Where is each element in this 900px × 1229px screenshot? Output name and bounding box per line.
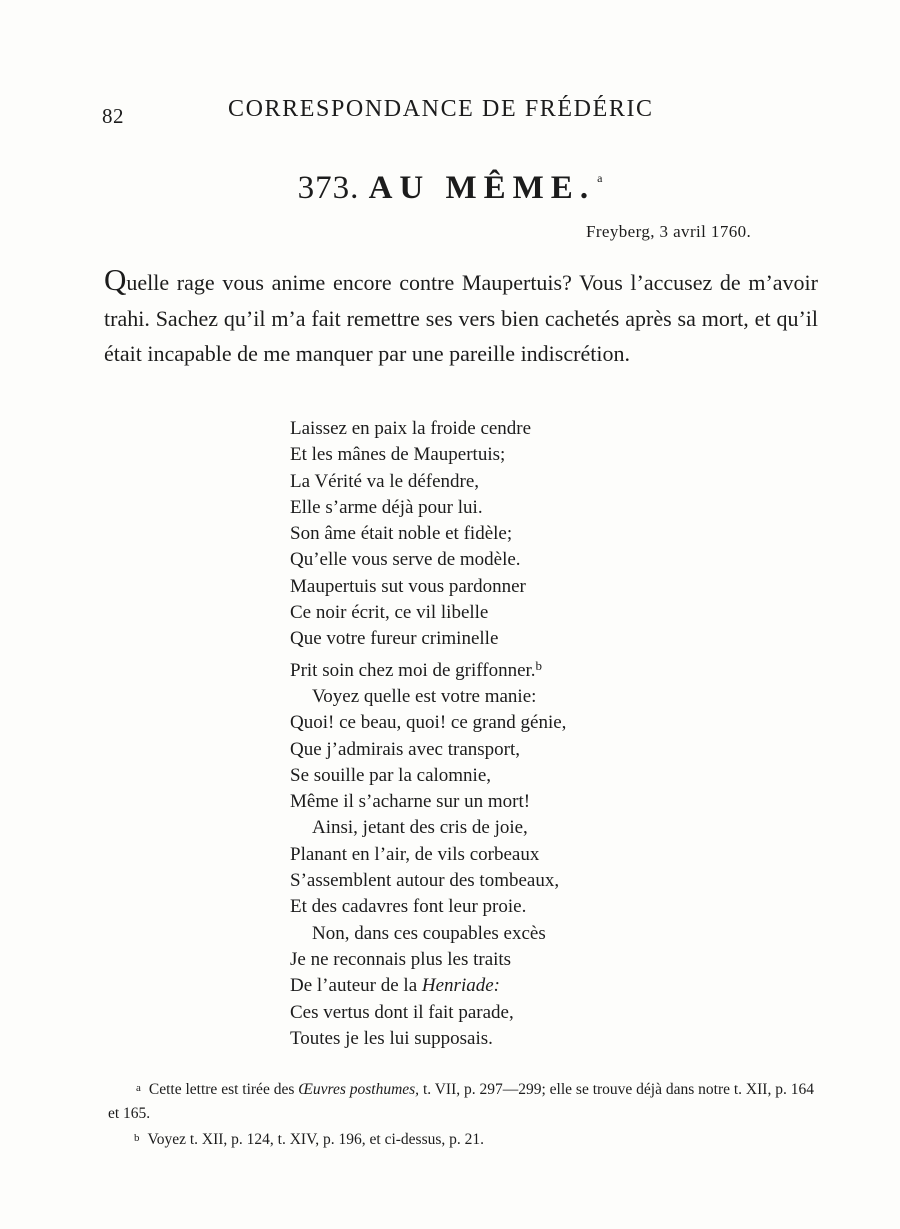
footnote-ref-a: a: [597, 171, 603, 185]
footnote-mark-b: b: [134, 1132, 140, 1144]
running-head: CORRESPONDANCE DE FRÉDÉRIC: [228, 96, 654, 122]
poem-line: Que j’admirais avec transport,: [290, 738, 521, 760]
poem-line: Planant en l’air, de vils corbeaux: [290, 843, 540, 865]
poem: [290, 416, 566, 1052]
poem-line: Laissez en paix la froide cendre: [290, 418, 532, 439]
poem-line: Voyez quelle est votre manie:: [312, 685, 537, 707]
footnote-a-text-before: Cette lettre est tirée des: [148, 1081, 299, 1098]
footnote-a-text-after: t. VII, p. 297—299; elle se trouve déjà dans notre t. XII, p. 164 et 165.: [108, 1081, 814, 1122]
poem-line: Que votre fureur criminelle: [290, 628, 499, 650]
poem-line-text: Prit soin chez moi de griffonner.: [290, 659, 536, 681]
poem-line: Ainsi, jetant des cris de joie,: [312, 817, 528, 839]
poem-line: [290, 653, 566, 684]
footnote-mark-a: a: [136, 1082, 141, 1094]
poem-line: Elle s’arme déjà pour lui.: [290, 496, 483, 518]
footnotes: [108, 1076, 824, 1152]
poem-line: S’assemblent autour des tombeaux,: [290, 870, 560, 892]
poem-line: Ces vertus dont il fait parade,: [290, 1001, 514, 1023]
poem-line-text: De l’auteur de la: [290, 975, 422, 997]
poem-line: Ce noir écrit, ce vil libelle: [290, 602, 489, 624]
letter-prose: [104, 262, 818, 372]
prose-text: uelle rage vous anime encore contre Maupertuis? Vous l’accusez de m’avoir trahi. Sachez qu’il m’a fait remettre ses vers bien cachetés après sa mort, et qu’il était incapable de me manquer par une pareille indiscrétion.: [104, 270, 818, 366]
poem-line: Et les mânes de Maupertuis;: [290, 444, 506, 466]
page-number: 82: [102, 104, 124, 128]
poem-line: Toutes je les lui supposais.: [290, 1027, 493, 1049]
poem-line: Son âme était noble et fidèle;: [290, 523, 513, 545]
poem-line: Se souille par la calomnie,: [290, 764, 492, 786]
footnote-ref-b: b: [535, 657, 543, 673]
poem-line: La Vérité va le défendre,: [290, 470, 480, 492]
footnote-a: [108, 1076, 824, 1126]
footnote-a-work: Œuvres posthumes,: [298, 1081, 420, 1098]
poem-line: Maupertuis sut vous pardonner: [290, 575, 526, 597]
letter-title: [0, 170, 900, 207]
poem-line: Non, dans ces coupables excès: [312, 922, 546, 944]
letter-recipient: AU MÊME.: [368, 170, 596, 206]
drop-initial: Q: [104, 262, 127, 297]
poem-line: [290, 973, 566, 999]
poem-line: Et des cadavres font leur proie.: [290, 896, 527, 918]
henriade-title: Henriade:: [421, 975, 500, 997]
footnote-b: [108, 1126, 824, 1152]
poem-line: Qu’elle vous serve de modèle.: [290, 549, 521, 571]
poem-line: Quoi! ce beau, quoi! ce grand génie,: [290, 712, 567, 734]
poem-line: Je ne reconnais plus les traits: [290, 948, 512, 970]
poem-line: Même il s’acharne sur un mort!: [290, 791, 531, 813]
footnote-b-text: Voyez t. XII, p. 124, t. XIV, p. 196, et ci-dessus, p. 21.: [147, 1131, 485, 1148]
dateline: Freyberg, 3 avril 1760.: [586, 222, 752, 241]
letter-number: 373.: [297, 170, 360, 206]
